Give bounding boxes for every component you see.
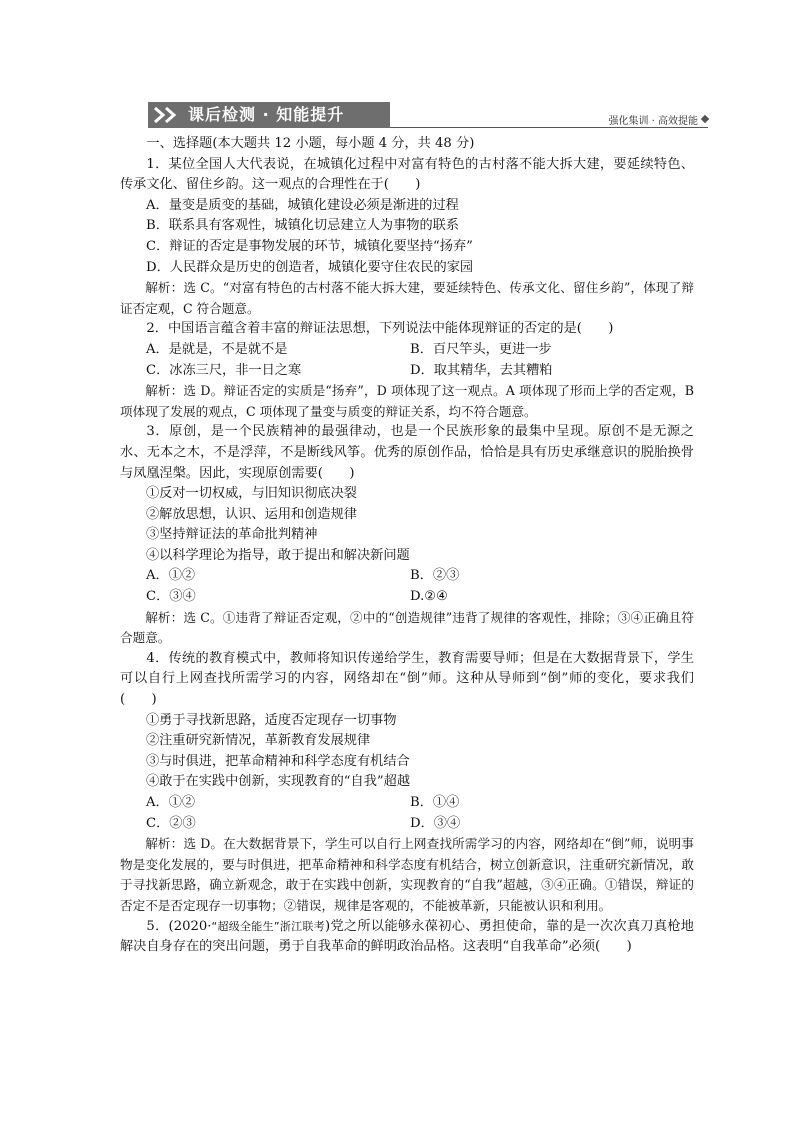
question-1-stem: 1．某位全国人大代表说，在城镇化过程中对富有特色的古村落不能大拆大建，要延续特色、传承文化、留住乡韵。这一观点的合理性在于( )	[120, 156, 694, 193]
question-4-item-1: ①勇于寻找新思路，适度否定现存一切事物	[146, 712, 397, 728]
question-3-item-4: ④以科学理论为指导，敢于提出和解决新问题	[146, 547, 410, 563]
header-rule	[390, 127, 708, 128]
question-2-options-row-2	[120, 361, 694, 382]
question-3-option-b: B．②③	[410, 568, 460, 584]
question-2-answer: 解析：选 D。辩证否定的实质是“扬弃”，D 项体现了这一观点。A 项体现了形而上学的否定观，B 项体现了发展的观点，C 项体现了量变与质变的辩证关系，均不符合题意。	[120, 383, 694, 419]
section-heading: 一、选择题(本大题共 12 小题，每小题 4 分，共 48 分)	[146, 136, 475, 151]
question-3-item-3: ③坚持辩证法的革命批判精神	[146, 527, 318, 543]
question-2-stem: 2．中国语言蕴含着丰富的辩证法思想，下列说法中能体现辩证的否定的是( )	[146, 321, 614, 337]
exercise-content	[120, 134, 694, 958]
question-4-option-b: B．①④	[410, 795, 460, 810]
diamond-icon	[701, 115, 709, 123]
question-3-options-row-1	[120, 566, 694, 587]
question-1-option-b: B．联系具有客观性，城镇化切忌建立人为事物的联系	[146, 218, 460, 234]
question-3-option-a: A．①②	[146, 568, 196, 584]
question-4-stem: 4．传统的教育模式中，教师将知识传递给学生，教育需要导师；但是在大数据背景下，学生可以自行上网查找所需学习的内容，网络却在“倒”师。这种从导师到“倒”师的变化，要求我们( )	[120, 650, 694, 708]
question-4-options-row-2	[120, 814, 694, 835]
question-1-option-c: C．辩证的否定是事物发展的环节，城镇化要坚持“扬弃”	[146, 238, 473, 254]
question-2-option-a: A．是就是，不是就不是	[146, 341, 288, 357]
header-tagline: 强化集训 · 高效提能	[608, 116, 698, 127]
question-2-option-b: B．百尺竿头，更进一步	[410, 341, 552, 357]
question-3-answer: 解析：选 C。①违背了辩证否定观，②中的“创造规律”违背了规律的客观性，排除；③④正确且符合题意。	[120, 609, 694, 646]
question-4-option-a: A．①②	[146, 795, 196, 810]
question-4-option-c: C．②③	[146, 815, 196, 831]
question-3-item-2: ②解放思想，认识、运用和创造规律	[146, 506, 357, 522]
question-5-text: )党之所以能够永葆初心、勇担使命，靠的是一次次真刀真枪地解决自身存在的突出问题，勇于自我革命的鲜明政治品格。这表明“自我革命”必须( )	[120, 918, 694, 955]
question-4-item-2: ②注重研究新情况，革新教育发展规律	[146, 733, 371, 749]
question-4-answer: 解析：选 D。在大数据背景下，学生可以自行上网查找所需学习的内容，网络却在“倒”师，说明事物是变化发展的，要与时俱进，把革命精神和科学态度有机结合，树立创新意识，注重研究新情况，敢于寻找新思路，确立新观念，敢于在实践中创新，实现教育的“自我”超越，③④正确。①错误，辩证的否定不是否定现存一切事物；②错误，规律是客观的，不能被革新，只能被认识和利用。	[120, 836, 694, 913]
question-2-option-d: D．取其精华，去其糟粕	[410, 362, 553, 378]
question-5-prefix: 5．(2020·	[146, 918, 212, 934]
question-3-stem: 3．原创，是一个民族精神的最强律动，也是一个民族形象的最集中呈现。原创不是无源之水、无本之木，不是浮萍，不是断线风筝。优秀的原创作品，恰恰是具有历史承继意识的脱胎换骨与凤凰涅槃。因此，实现原创需要( )	[120, 424, 694, 481]
question-5-stem	[120, 917, 694, 958]
question-3-item-1: ①反对一切权威，与旧知识彻底决裂	[146, 486, 357, 502]
question-2-option-c: C．冰冻三尺，非一日之寒	[146, 362, 302, 378]
question-4-options-row-1	[120, 793, 694, 814]
question-3-option-c: C．③④	[146, 589, 196, 605]
question-3-options-row-2	[120, 587, 694, 608]
header-title: 课后检测 · 知能提升	[188, 105, 345, 124]
question-2-options-row-1	[120, 340, 694, 361]
double-chevron-icon	[152, 106, 182, 124]
question-4-item-3: ③与时俱进，把革命精神和科学态度有机结合	[146, 753, 410, 769]
question-1-option-a: A．量变是质变的基础，城镇化建设必须是渐进的过程	[146, 197, 459, 213]
question-5-source: “超级全能生”浙江联考	[211, 919, 326, 933]
question-3-option-d: D.②④	[410, 589, 448, 605]
question-1-option-d: D．人民群众是历史的创造者，城镇化要守住农民的家园	[146, 259, 474, 275]
page-header	[148, 100, 708, 128]
question-4-item-4: ④敢于在实践中创新，实现教育的“自我”超越	[146, 774, 411, 790]
question-4-option-d: D．③④	[410, 815, 461, 831]
question-1-answer: 解析：选 C。“对富有特色的古村落不能大拆大建，要延续特色、传承文化、留住乡韵”，体现了辩证否定观，C 符合题意。	[120, 280, 694, 316]
